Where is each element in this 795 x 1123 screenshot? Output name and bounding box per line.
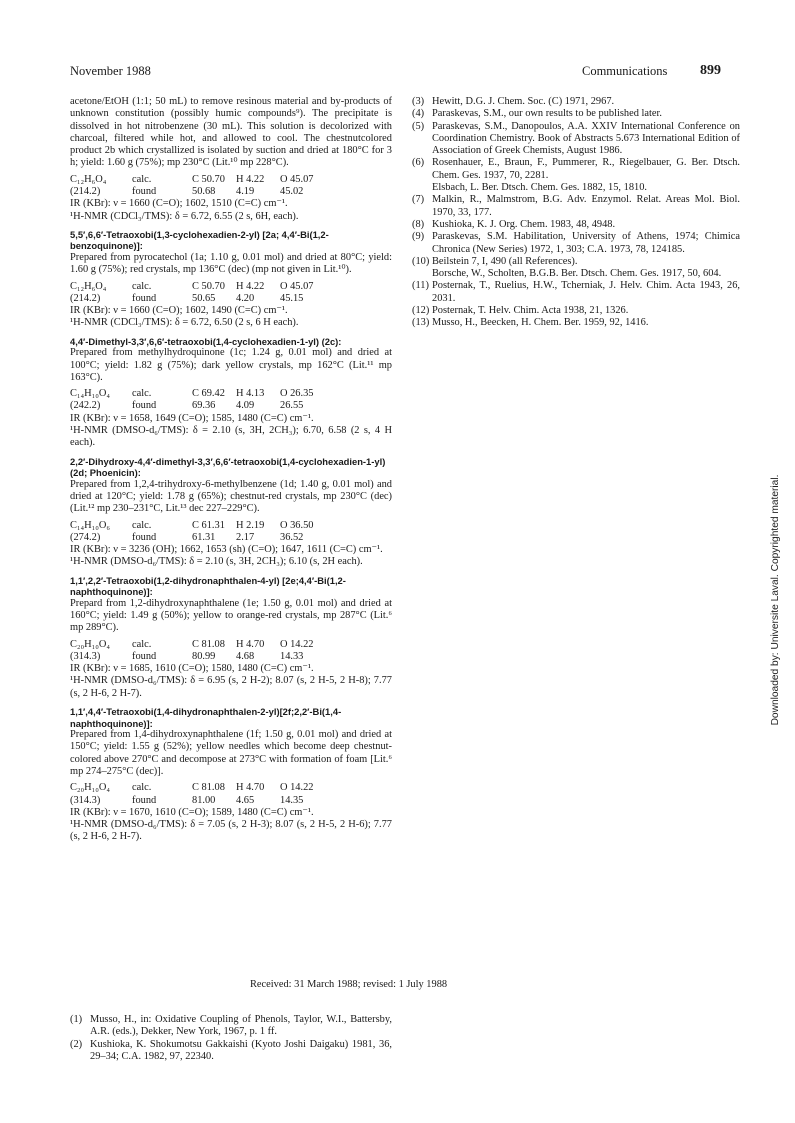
- elemental-analysis-calc: C₂₀H₁₀O₄ calc. C 81.08 H 4.70 O 14.22: [70, 638, 314, 650]
- running-header-date: November 1988: [70, 64, 151, 78]
- paragraph: Prepared from 1,2,4-trihydroxy-6-methylbenzene (1d; 1.40 g, 0.01 mol) and dried at 120°C; yield: 1.78 g (65%); chestnut-red crystals, mp 230°C (dec) (Lit.¹² mp 230–231°C, Lit.¹³ dec 227–229°C).: [70, 478, 392, 515]
- nmr-data: ¹H-NMR (DMSO-d₆/TMS): δ = 2.10 (s, 3H, 2CH₃); 6.70, 6.58 (2 s, 4 H each).: [70, 425, 392, 449]
- reference-item: (9) Paraskevas, S.M. Habilitation, University of Athens, 1974; Chimica Chronica (New Series) 1972, 1, 303; C.A. 1973, 78, 124185.: [412, 231, 740, 255]
- reference-item: (12) Posternak, T. Helv. Chim. Acta 1938, 21, 1326.: [412, 305, 629, 317]
- ir-data: IR (KBr): ν = 1660 (C=O); 1602, 1510 (C=C) cm⁻¹.: [70, 198, 288, 210]
- reference-item: (13) Musso, H., Beecken, H. Chem. Ber. 1959, 92, 1416.: [412, 317, 649, 329]
- page-number: 899: [700, 63, 721, 78]
- reference-item: Borsche, W., Scholten, B.G.B. Ber. Dtsch. Chem. Ges. 1917, 50, 604.: [432, 268, 722, 280]
- footnote-references: [70, 1014, 392, 1063]
- compound-heading: 1,1′,2,2′-Tetraoxobi(1,2-dihydronaphthalen-4-yl) [2e;4,4′-Bi(1,2-naphthoquinone)]:: [70, 574, 346, 598]
- compound-heading: 4,4′-Dimethyl-3,3′,6,6′-tetraoxobi(1,4-cyclohexadien-1-yl) (2c):: [70, 335, 342, 347]
- elemental-analysis-found: (214.2) found 50.68 4.19 45.02: [70, 186, 304, 198]
- running-header-section: Communications: [582, 64, 668, 78]
- paragraph: Prepard from 1,2-dihydroxynaphthalene (1e; 1.50 g, 0.01 mol) and dried at 160°C; yield: 1.49 g (50%); yellow to orange-red crystals, mp 287°C (Lit.⁶ mp 289°C).: [70, 597, 392, 634]
- compound-heading: 2,2′-Dihydroxy-4,4′-dimethyl-3,3′,6,6′-tetraoxobi(1,4-cyclohexadien-1-yl) (2d; Phoenicin):: [70, 455, 386, 479]
- paragraph: acetone/EtOH (1:1; 50 mL) to remove resinous material and by-products of unknown constitution (possibly humic compounds⁹). The precipitate is dissolved in hot nitrobenzene (30 mL). This solution is decolorized with charcoal, filtered while hot, and allowed to cool. The chestnutcolored product 2b which crystallized is isolated by suction and dried at 180°C for 3 h; yield: 1.60 g (75%); mp 230°C (Lit.¹⁰ mp 228°C).: [70, 96, 392, 169]
- paragraph: Prepared from pyrocatechol (1a; 1.10 g, 0.01 mol) and dried at 80°C; yield: 1.60 g (75%); red crystals, mp 136°C (dec) (mp not given in Lit.¹⁰).: [70, 251, 392, 276]
- nmr-data: ¹H-NMR (DMSO-d₆/TMS): δ = 6.95 (s, 2 H-2); 8.07 (s, 2 H-5, 2 H-8); 7.77 (s, 2 H-6, 2 H-7).: [70, 675, 392, 699]
- download-watermark: Downloaded by: Universite Laval. Copyrighted material.: [770, 474, 781, 726]
- reference-item: (2) Kushioka, K. Shokumotsu Gakkaishi (Kyoto Joshi Daigaku) 1981, 36, 29–34; C.A. 1982, 97, 22340.: [70, 1038, 392, 1062]
- ir-data: IR (KBr): ν = 3236 (OH); 1662, 1653 (sh) (C=O); 1647, 1611 (C=C) cm⁻¹.: [70, 544, 383, 556]
- elemental-analysis-found: (314.3) found 80.99 4.68 14.33: [70, 650, 304, 662]
- ir-data: IR (KBr): ν = 1685, 1610 (C=O); 1580, 1480 (C=C) cm⁻¹.: [70, 663, 314, 675]
- nmr-data: ¹H-NMR (CDCl₃/TMS): δ = 6.72, 6.55 (2 s, 6H, each).: [70, 210, 299, 222]
- nmr-data: ¹H-NMR (DMSO-d₆/TMS): δ = 2.10 (s, 3H, 2CH₃); 6.10 (s, 2H each).: [70, 556, 363, 568]
- elemental-analysis-found: (242.2) found 69.36 4.09 26.55: [70, 400, 304, 412]
- paragraph: Prepared from methylhydroquinone (1c; 1.24 g, 0.01 mol) and dried at 100°C; yield: 1.82 g (75%); dark yellow crystals, mp 162°C (Lit.¹¹ mp 163°C).: [70, 347, 392, 383]
- elemental-analysis-calc: C₁₄H₁₀O₆ calc. C 61.31 H 2.19 O 36.50: [70, 519, 314, 531]
- elemental-analysis-calc: C₁₂H₆O₄ calc. C 50.70 H 4.22 O 45.07: [70, 280, 314, 292]
- elemental-analysis-calc: C₁₄H₁₀O₄ calc. C 69.42 H 4.13 O 26.35: [70, 388, 314, 400]
- ir-data: IR (KBr): ν = 1660 (C=O); 1602, 1490 (C=C) cm⁻¹.: [70, 305, 288, 317]
- elemental-analysis-found: (314.3) found 81.00 4.65 14.35: [70, 794, 304, 806]
- nmr-data: ¹H-NMR (CDCl₃/TMS): δ = 6.72, 6.50 (2 s, 6 H each).: [70, 317, 299, 329]
- reference-item: (8) Kushioka, K. J. Org. Chem. 1983, 48, 4948.: [412, 218, 616, 230]
- left-column: [70, 96, 392, 844]
- reference-item: (6) Rosenhauer, E., Braun, F., Pummerer, R., Riegelbauer, G. Ber. Dtsch. Chem. Ges. 1937, 70, 2281.: [412, 157, 740, 181]
- reference-item: (5) Paraskevas, S.M., Danopoulos, A.A. XXIV International Conference on Coordination Chemistry. Book of Abstracts 5.673 International Edition of Association of Greek Chemists, August 1986.: [412, 120, 740, 157]
- received-date: Received: 31 March 1988; revised: 1 July 1988: [250, 979, 448, 990]
- elemental-analysis-calc: C₁₂H₆O₄ calc. C 50.70 H 4.22 O 45.07: [70, 173, 314, 185]
- reference-item: Elsbach, L. Ber. Dtsch. Chem. Ges. 1882, 15, 1810.: [432, 182, 648, 194]
- reference-item: (11) Posternak, T., Ruelius, H.W., Tcherniak, J. Helv. Chim. Acta 1943, 26, 2031.: [412, 280, 740, 304]
- compound-heading: 5,5′,6,6′-Tetraoxobi(1,3-cyclohexadien-2-yl) [2a; 4,4′-Bi(1,2-benzoquinone)]:: [70, 228, 329, 252]
- reference-item: (3) Hewitt, D.G. J. Chem. Soc. (C) 1971, 2967.: [412, 96, 615, 107]
- compound-heading: 1,1′,4,4′-Tetraoxobi(1,4-dihydronaphthalen-2-yl)[2f;2,2′-Bi(1,4-naphthoquinone)]:: [70, 706, 342, 729]
- reference-item: (7) Malkin, R., Malmstrom, B.G. Adv. Enzymol. Relat. Areas Mol. Biol. 1970, 33, 177.: [412, 194, 740, 218]
- elemental-analysis-calc: C₂₀H₁₀O₄ calc. C 81.08 H 4.70 O 14.22: [70, 782, 314, 794]
- nmr-data: ¹H-NMR (DMSO-d₆/TMS): δ = 7.05 (s, 2 H-3); 8.07 (s, 2 H-5, 2 H-6); 7.77 (s, 2 H-6, 2 H-7).: [70, 819, 392, 843]
- reference-item: (4) Paraskevas, S.M., our own results to be published later.: [412, 108, 663, 120]
- reference-list: [412, 96, 740, 330]
- elemental-analysis-found: (274.2) found 61.31 2.17 36.52: [70, 531, 304, 543]
- reference-item: (1) Musso, H., in: Oxidative Coupling of Phenols, Taylor, W.I., Battersby, A.R. (eds.), Dekker, New York, 1967, p. 1 ff.: [70, 1014, 392, 1038]
- paragraph: Prepared from 1,4-dihydroxynaphthalene (1f; 1.50 g, 0.01 mol) and dried at 150°C; yield: 1.55 g (52%); yellow needles which become deep chestnut-colored above 270°C and decompose at 273°C with formation of foam [Lit.⁶ mp 274–275°C (dec)].: [70, 729, 392, 777]
- ir-data: IR (KBr): ν = 1670, 1610 (C=O); 1589, 1480 (C=C) cm⁻¹.: [70, 806, 314, 818]
- ir-data: IR (KBr): ν = 1658, 1649 (C=O); 1585, 1480 (C=C) cm⁻¹.: [70, 412, 314, 424]
- elemental-analysis-found: (214.2) found 50.65 4.20 45.15: [70, 292, 304, 304]
- reference-item: (10) Beilstein 7, I, 490 (all References).: [412, 255, 578, 267]
